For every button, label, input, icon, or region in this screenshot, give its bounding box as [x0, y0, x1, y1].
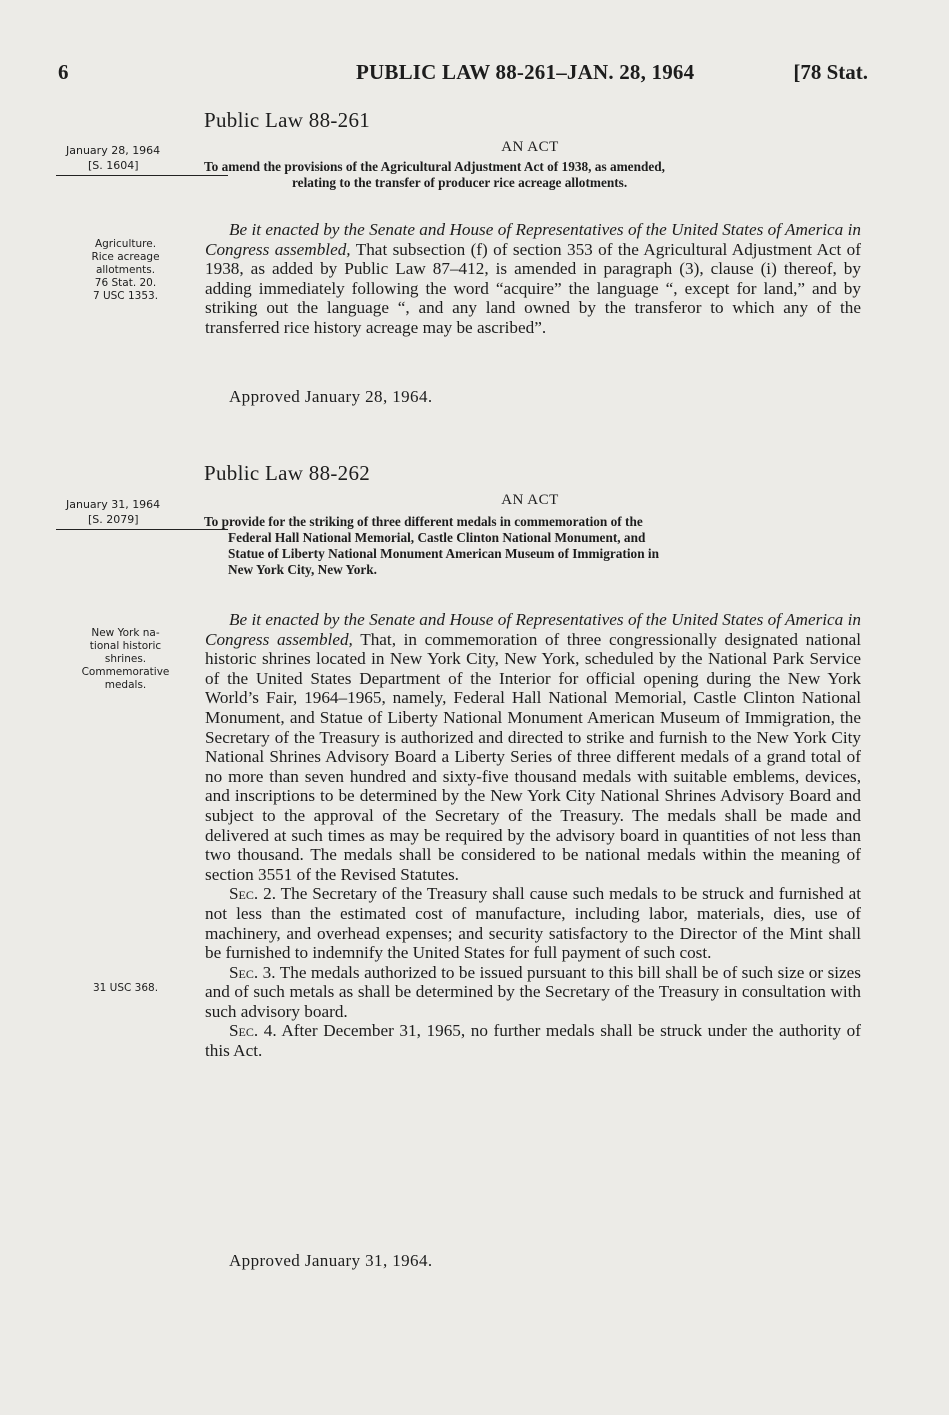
law1-act-title: AN ACT	[501, 139, 559, 155]
running-title: PUBLIC LAW 88-261–JAN. 28, 1964	[356, 60, 695, 84]
margin-note: Commemorative	[81, 666, 170, 678]
law2-label: Public Law 88-262	[204, 461, 371, 485]
law1-purpose-line2: relating to the transfer of producer rice acreage allotments.	[292, 175, 628, 190]
law2-purpose	[204, 514, 862, 578]
margin-note: New York na-	[91, 627, 160, 639]
law1-approved: Approved January 28, 1964.	[229, 387, 433, 406]
margin-note: medals.	[104, 679, 147, 691]
law2-bill-number: [S. 2079]	[56, 512, 228, 530]
margin-note: 7 USC 1353.	[92, 290, 159, 302]
law2-act-title: AN ACT	[501, 492, 559, 508]
law1-enacting-clause: Be it enacted by the Senate and House of Representatives of the United States of America in Congress assembled,	[205, 220, 861, 259]
law1-margin-notes	[58, 238, 193, 303]
law2-approved: Approved January 31, 1964.	[229, 1251, 433, 1270]
law1-text: That subsection (f) of section 353 of the Agricultural Adjustment Act of 1938, as added by Public Law 87–412, is amended in paragraph (3), clause (i) thereof, by adding immediately following the word “acquire” the language “, except for land,” and by striking out the language “, and any land owned by the transferor to which any of the transferred rice history acreage may be ascribed”.	[205, 239, 861, 337]
law1-date: January 28, 1964	[66, 144, 161, 157]
page-header	[58, 56, 868, 86]
section-text: The medals authorized to be issued pursuant to this bill shall be of such size or sizes and of such metals as shall be determined by the Secretary of the Treasury in consultation with such advisory board.	[205, 962, 861, 1021]
law1-body	[205, 220, 861, 338]
law2-margin-note-usc: 31 USC 368.	[92, 982, 159, 994]
law2-section3	[205, 963, 861, 1022]
margin-note: shrines.	[104, 653, 147, 665]
law2-section4	[205, 1021, 861, 1060]
law2-date: January 31, 1964	[66, 498, 161, 511]
law2-purpose-line3: Statue of Liberty National Monument American Museum of Immigration in	[228, 546, 660, 561]
law2-date-margin	[56, 497, 196, 530]
law2-purpose-line2: Federal Hall National Memorial, Castle Clinton National Monument, and	[228, 530, 646, 545]
section-label: Sec. 4.	[229, 1021, 277, 1041]
section-text: After December 31, 1965, no further medals shall be struck under the authority of this Act.	[205, 1021, 861, 1061]
law1-purpose	[204, 159, 862, 191]
page-number: 6	[58, 60, 69, 84]
margin-note: 76 Stat. 20.	[94, 277, 157, 289]
section-text: The Secretary of the Treasury shall cause such medals to be struck and furnished at not less than the estimated cost of manufacture, including labor, materials, dies, use of machinery, and overhead expenses; and security satisfactory to the Director of the Mint shall be furnished to indemnify the United States for full payment of such cost.	[205, 884, 861, 963]
section-label: Sec. 2.	[229, 884, 276, 904]
margin-note: allotments.	[95, 264, 156, 276]
law2-section2	[205, 884, 861, 962]
statute-reference: [78 Stat.	[793, 60, 868, 84]
law2-enacting-clause: Be it enacted by the Senate and House of Representatives of the United States of America in Congress assembled,	[205, 610, 861, 649]
law2-purpose-line1: To provide for the striking of three different medals in commemoration of the	[204, 514, 643, 529]
law2-margin-notes	[58, 627, 193, 692]
law2-body	[205, 610, 861, 1061]
law2-section1: That, in commemoration of three congressionally designated national historic shrines located in New York City, New York, scheduled by the National Park Service of the United States Department of the Interior for official opening during the New York World’s Fair, 1964–1965, namely, Federal Hall National Memorial, Castle Clinton National Monument, and Statue of Liberty National Monument American Museum of Immigration, the Secretary of the Treasury is authorized and directed to strike and furnish to the New York City National Shrines Advisory Board a Liberty Series of three different medals of a grand total of no more than seven hundred and sixty-five thousand medals with suitable emblems, devices, and inscriptions to be determined by the New York City National Shrines Advisory Board and subject to the approval of the Secretary of the Treasury. The medals shall be made and delivered at such times as may be required by the advisory board in quantities of not less than two thousand. The medals shall be considered to be national medals within the meaning of section 3551 of the Revised Statutes.	[205, 629, 861, 884]
margin-note: tional historic	[89, 640, 162, 652]
section-label: Sec. 3.	[229, 962, 276, 982]
law2-purpose-line4: New York City, New York.	[228, 562, 377, 577]
law1-bill-number: [S. 1604]	[56, 158, 228, 176]
law1-purpose-line1: To amend the provisions of the Agricultural Adjustment Act of 1938, as amended,	[204, 159, 665, 174]
law1-label: Public Law 88-261	[204, 108, 371, 132]
law1-date-margin	[56, 143, 196, 176]
margin-note: Agriculture.	[94, 238, 157, 250]
margin-note: Rice acreage	[91, 251, 160, 263]
